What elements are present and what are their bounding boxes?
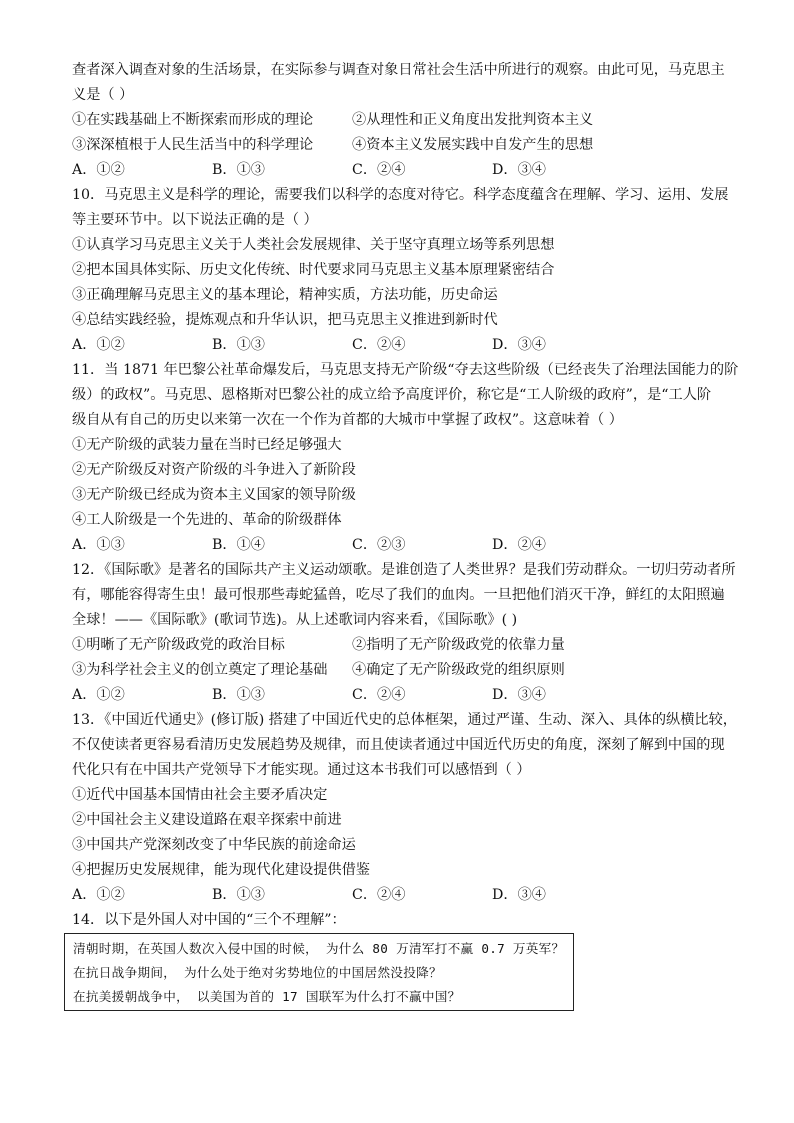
q12-option-b: B．①③: [212, 687, 265, 703]
q9-stem-line1: 查者深入调查对象的生活场景，在实际参与调查对象日常社会生活中所进行的观察。由此可见，马克思主: [72, 62, 725, 78]
q10-stem-line1: 10．马克思主义是科学的理论，需要我们以科学的态度对待它。科学态度蕴含在理解、学习、运用、发展: [72, 187, 729, 203]
q11-statement-1: ①无产阶级的武装力量在当时已经足够强大: [72, 437, 342, 453]
q12-option-d: D．③④: [492, 687, 546, 703]
q13-statement-1: ①近代中国基本国情由社会主要矛盾决定: [72, 787, 328, 803]
q12-statement-2: ②指明了无产阶级政党的依靠力量: [352, 637, 565, 653]
q12-statement-4: ④确定了无产阶级政党的组织原则: [352, 662, 565, 678]
q9-statement-3: ③深深植根于人民生活当中的科学理论: [72, 137, 314, 153]
q10-option-a: A．①②: [72, 337, 125, 353]
q11-statement-2: ②无产阶级反对资产阶级的斗争进入了新阶段: [72, 462, 356, 478]
q11-statement-3: ③无产阶级已经成为资本主义国家的领导阶级: [72, 487, 356, 503]
q12-statement-1: ①明晰了无产阶级政党的政治目标: [72, 637, 285, 653]
q11-option-d: D．②④: [492, 537, 546, 553]
q11-option-a: A．①③: [72, 537, 125, 553]
q9-option-d: D．③④: [492, 162, 546, 178]
q13-option-a: A．①②: [72, 887, 125, 903]
q13-statement-2: ②中国社会主义建设道路在艰辛探索中前进: [72, 812, 342, 828]
q12-stem-line2: 有，哪能容得寄生虫！最可恨那些毒蛇猛兽，吃尽了我们的血肉。一旦把他们消灭干净，鲜红的太阳照遍: [72, 587, 725, 603]
q9-stem-line2: 义是（ ）: [72, 87, 134, 103]
q13-stem-line2: 不仅使读者更容易看清历史发展趋势及规律，而且使读者通过中国近代历史的角度，深刻了解到中国的现: [72, 737, 725, 753]
q13-stem-line3: 代化只有在中国共产党领导下才能实现。通过这本书我们可以感悟到（ ）: [72, 762, 531, 778]
q14-stem-line1: 14．以下是外国人对中国的“三个不理解”：: [72, 912, 346, 928]
q10-option-d: D．③④: [492, 337, 546, 353]
q14-box-line-3: 在抗美援朝战争中， 以美国为首的 17 国联军为什么打不赢中国？: [73, 989, 461, 1004]
q11-stem-line2: 级）的政权”。马克思、恩格斯对巴黎公社的成立给予高度评价，称它是“工人阶级的政府”，是“工人阶: [72, 387, 712, 403]
q13-option-b: B．①③: [212, 887, 265, 903]
q10-option-c: C．②④: [352, 337, 406, 353]
q10-statement-1: ①认真学习马克思主义关于人类社会发展规律、关于坚守真理立场等系列思想: [72, 237, 555, 253]
q11-option-c: C．②③: [352, 537, 406, 553]
q9-statement-2: ②从理性和正义角度出发批判资本主义: [352, 112, 594, 128]
q9-option-b: B．①③: [212, 162, 265, 178]
q11-stem-line3: 级自从有自己的历史以来第一次在一个作为首都的大城市中掌握了政权”。这意味着（ ）: [72, 412, 623, 428]
q12-statement-3: ③为科学社会主义的创立奠定了理论基础: [72, 662, 328, 678]
q11-option-b: B．①④: [212, 537, 265, 553]
q13-option-d: D．③④: [492, 887, 546, 903]
q14-box-line-1: 清朝时期，在英国人数次入侵中国的时候， 为什么 80 万清军打不赢 0.7 万英军？: [73, 941, 565, 956]
q9-option-c: C．②④: [352, 162, 406, 178]
q13-stem-line1: 13．《中国近代通史》(修订版) 搭建了中国近代史的总体框架，通过严谨、生动、深入、具体的纵横比较，: [72, 712, 737, 728]
q13-statement-3: ③中国共产党深刻改变了中华民族的前途命运: [72, 837, 356, 853]
q10-stem-line2: 等主要环节中。以下说法正确的是（ ）: [72, 212, 318, 228]
q10-statement-4: ④总结实践经验，提炼观点和升华认识，把马克思主义推进到新时代: [72, 312, 498, 328]
q9-statement-4: ④资本主义发展实践中自发产生的思想: [352, 137, 594, 153]
q12-option-a: A．①②: [72, 687, 125, 703]
q10-statement-2: ②把本国具体实际、历史文化传统、时代要求同马克思主义基本原理紧密结合: [72, 262, 555, 278]
q11-statement-4: ④工人阶级是一个先进的、革命的阶级群体: [72, 512, 342, 528]
q14-material-box: [64, 933, 574, 1011]
q9-statement-1: ①在实践基础上不断探索而形成的理论: [72, 112, 314, 128]
q10-statement-3: ③正确理解马克思主义的基本理论，精神实质，方法功能，历史命运: [72, 287, 498, 303]
q10-option-b: B．①③: [212, 337, 265, 353]
q12-option-c: C．②④: [352, 687, 406, 703]
q11-stem-line1: 11．当 1871 年巴黎公社革命爆发后，马克思支持无产阶级“夺去这些阶级（已经丧失了治理法国能力的阶: [72, 362, 739, 378]
q12-stem-line1: 12．《国际歌》是著名的国际共产主义运动颂歌。是谁创造了人类世界？是我们劳动群众。一切归劳动者所: [72, 562, 736, 578]
q13-option-c: C．②④: [352, 887, 406, 903]
q14-box-line-2: 在抗日战争期间， 为什么处于绝对劣势地位的中国居然没投降？: [73, 965, 442, 980]
q9-option-a: A．①②: [72, 162, 125, 178]
q13-statement-4: ④把握历史发展规律，能为现代化建设提供借鉴: [72, 862, 370, 878]
q12-stem-line3: 全球！——《国际歌》(歌词节选)。从上述歌词内容来看，《国际歌》( ): [72, 612, 518, 628]
